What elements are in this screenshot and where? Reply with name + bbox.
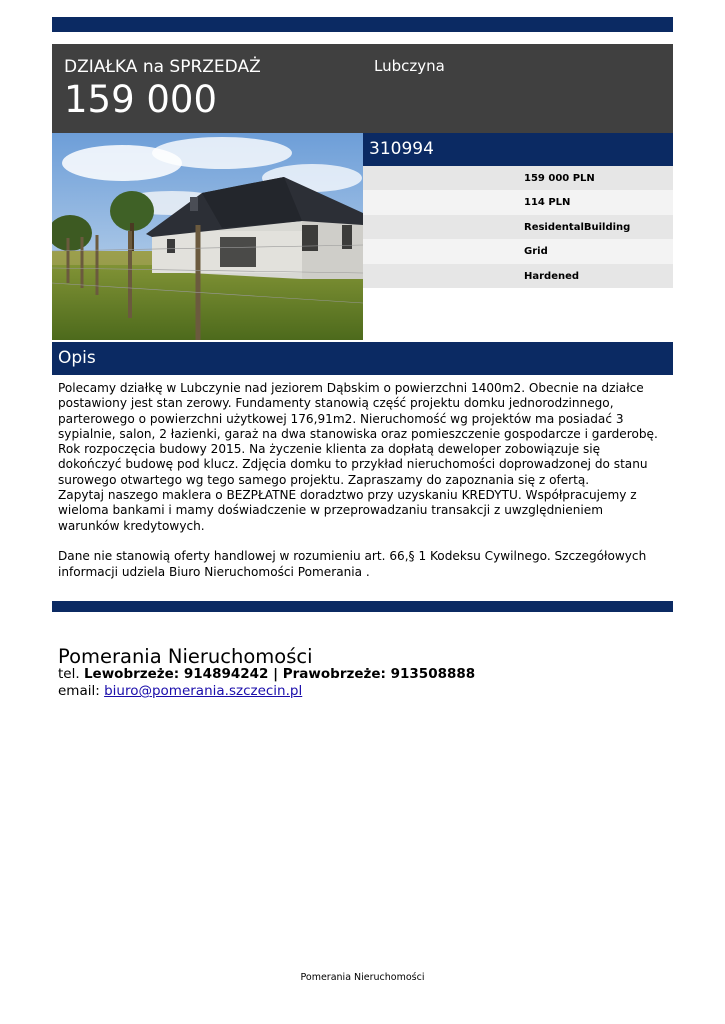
page-footer: Pomerania Nieruchomości — [300, 972, 425, 983]
top-accent-bar — [52, 17, 673, 32]
spec-value: Hardened — [524, 270, 580, 282]
spec-value: 114 PLN — [524, 197, 571, 209]
spec-value: Grid — [524, 246, 548, 258]
spec-row-utilities — [363, 239, 673, 263]
email-label: email: — [58, 683, 105, 699]
property-photo — [52, 133, 363, 340]
description-paragraph: Polecamy działkę w Lubczynie nad jeziorem Dąbskim o powierzchni 1400m2. Obecnie na działce postawiony jest stan zerowy. Fundamenty stanowią część projektu domku jednorodzinnego, parterowego o powierzchni użytkowej 176,91m2. Nieruchomość wg projektów ma posiadać 3 sypialnie, salon, 2 łazienki, garaż na dwa stanowiska oraz pomieszczenie gospodarcze i garderobę. Rok rozpoczęcia budowy 2015. Na życzenie klienta za dopłatą deweloper zobowiązuje się dokończyć budowę pod klucz. Zdjęcia domku to przykład nieruchomości doprowadzonej do stanu surowego otwartego wg tego samego projektu. Zapraszamy do zapoznania się z ofertą. Zapytaj naszego maklera o BEZPŁATNE doradztwo przy uzyskaniu KREDYTU. Współpracujemy z wieloma bankami i mamy doświadczenie w przeprowadzaniu transakcji z uwzględnieniem warunków kredytowych. — [58, 381, 658, 533]
specs-table — [363, 166, 673, 288]
section-divider-bar — [52, 601, 673, 612]
listing-id-bar — [363, 133, 673, 166]
offer-price: 159 000 — [64, 78, 218, 121]
phone-line — [58, 666, 475, 682]
description-heading-bar — [52, 342, 673, 375]
spec-value: 159 000 PLN — [524, 173, 595, 184]
phone-label: tel. — [58, 666, 84, 682]
spec-row-price — [363, 166, 673, 190]
email-link[interactable]: biuro@pomerania.szczecin.pl — [104, 683, 303, 699]
spec-row-road — [363, 264, 673, 288]
spec-row-price-per-m2 — [363, 190, 673, 214]
spec-value: ResidentalBuilding — [524, 221, 631, 233]
agency-name: Pomerania Nieruchomości — [58, 645, 313, 668]
phone-numbers: Lewobrzeże: 914894242 | Prawobrzeże: 913508888 — [83, 666, 476, 682]
listing-id: 310994 — [369, 139, 434, 159]
email-line — [58, 683, 302, 699]
spec-row-building-type — [363, 215, 673, 239]
offer-header — [52, 44, 673, 133]
offer-city: Lubczyna — [374, 57, 445, 75]
offer-type: DZIAŁKA na SPRZEDAŻ — [64, 57, 261, 77]
disclaimer-paragraph: Dane nie stanowią oferty handlowej w rozumieniu art. 66,§ 1 Kodeksu Cywilnego. Szczegółowych informacji udziela Biuro Nieruchomości Pomerania . — [58, 549, 647, 579]
description-heading: Opis — [58, 348, 96, 368]
description-body — [58, 381, 670, 580]
